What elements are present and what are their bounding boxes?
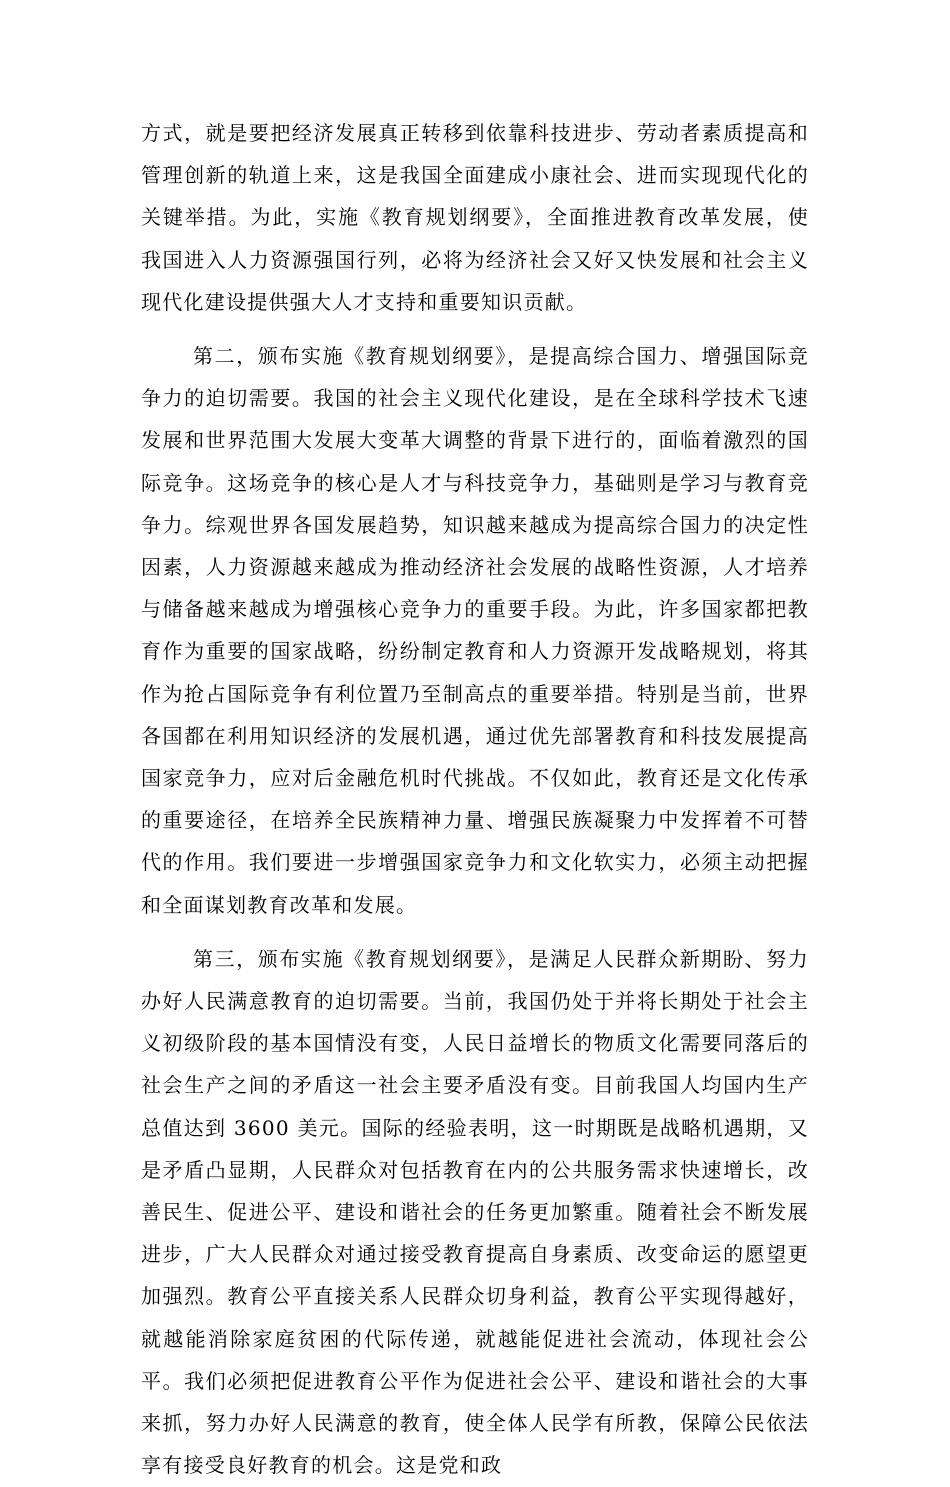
- paragraph-third-point: 第三，颁布实施《教育规划纲要》，是满足人民群众新期盼、努力办好人民满意教育的迫切需要。当前，我国仍处于并将长期处于社会主义初级阶段的基本国情没有变，人民日益增长的物质文化需要同落后的社会生产之间的矛盾这一社会主要矛盾没有变。目前我国人均国内生产总值达到 3600 美元。国际的经验表明，这一时期既是战略机遇期，又是矛盾凸显期，人民群众对包括教育在内的公共服务需求快速增长，改善民生、促进公平、建设和谐社会的任务更加繁重。随着社会不断发展进步，广大人民群众对通过接受教育提高自身素质、改变命运的愿望更加强烈。教育公平直接关系人民群众切身利益，教育公平实现得越好，就越能消除家庭贫困的代际传递，就越能促进社会流动，体现社会公平。我们必须把促进教育公平作为促进社会公平、建设和谐社会的大事来抓，努力办好人民满意的教育，使全体人民学有所教，保障公民依法享有接受良好教育的机会。这是党和政: [141, 946, 809, 1478]
- paragraph-second-point: 第二，颁布实施《教育规划纲要》，是提高综合国力、增强国际竞争力的迫切需要。我国的社会主义现代化建设，是在全球科学技术飞速发展和世界范围大发展大变革大调整的背景下进行的，面临着激烈的国际竞争。这场竞争的核心是人才与科技竞争力，基础则是学习与教育竞争力。综观世界各国发展趋势，知识越来越成为提高综合国力的决定性因素，人力资源越来越成为推动经济社会发展的战略性资源，人才培养与储备越来越成为增强核心竞争力的重要手段。为此，许多国家都把教育作为重要的国家战略，纷纷制定教育和人力资源开发战略规划，将其作为抢占国际竞争有利位置乃至制高点的重要举措。特别是当前，世界各国都在利用知识经济的发展机遇，通过优先部署教育和科技发展提高国家竞争力，应对后金融危机时代挑战。不仅如此，教育还是文化传承的重要途径，在培养全民族精神力量、增强民族凝聚力中发挥着不可替代的作用。我们要进一步增强国家竞争力和文化软实力，必须主动把握和全面谋划教育改革和发展。: [141, 344, 809, 917]
- document-body: [141, 112, 809, 1487]
- paragraph-continued: 方式，就是要把经济发展真正转移到依靠科技进步、劳动者素质提高和管理创新的轨道上来，这是我国全面建成小康社会、进而实现现代化的关键举措。为此，实施《教育规划纲要》，全面推进教育改革发展，使我国进入人力资源强国行列，必将为经济社会又好又快发展和社会主义现代化建设提供强大人才支持和重要知识贡献。: [141, 121, 809, 314]
